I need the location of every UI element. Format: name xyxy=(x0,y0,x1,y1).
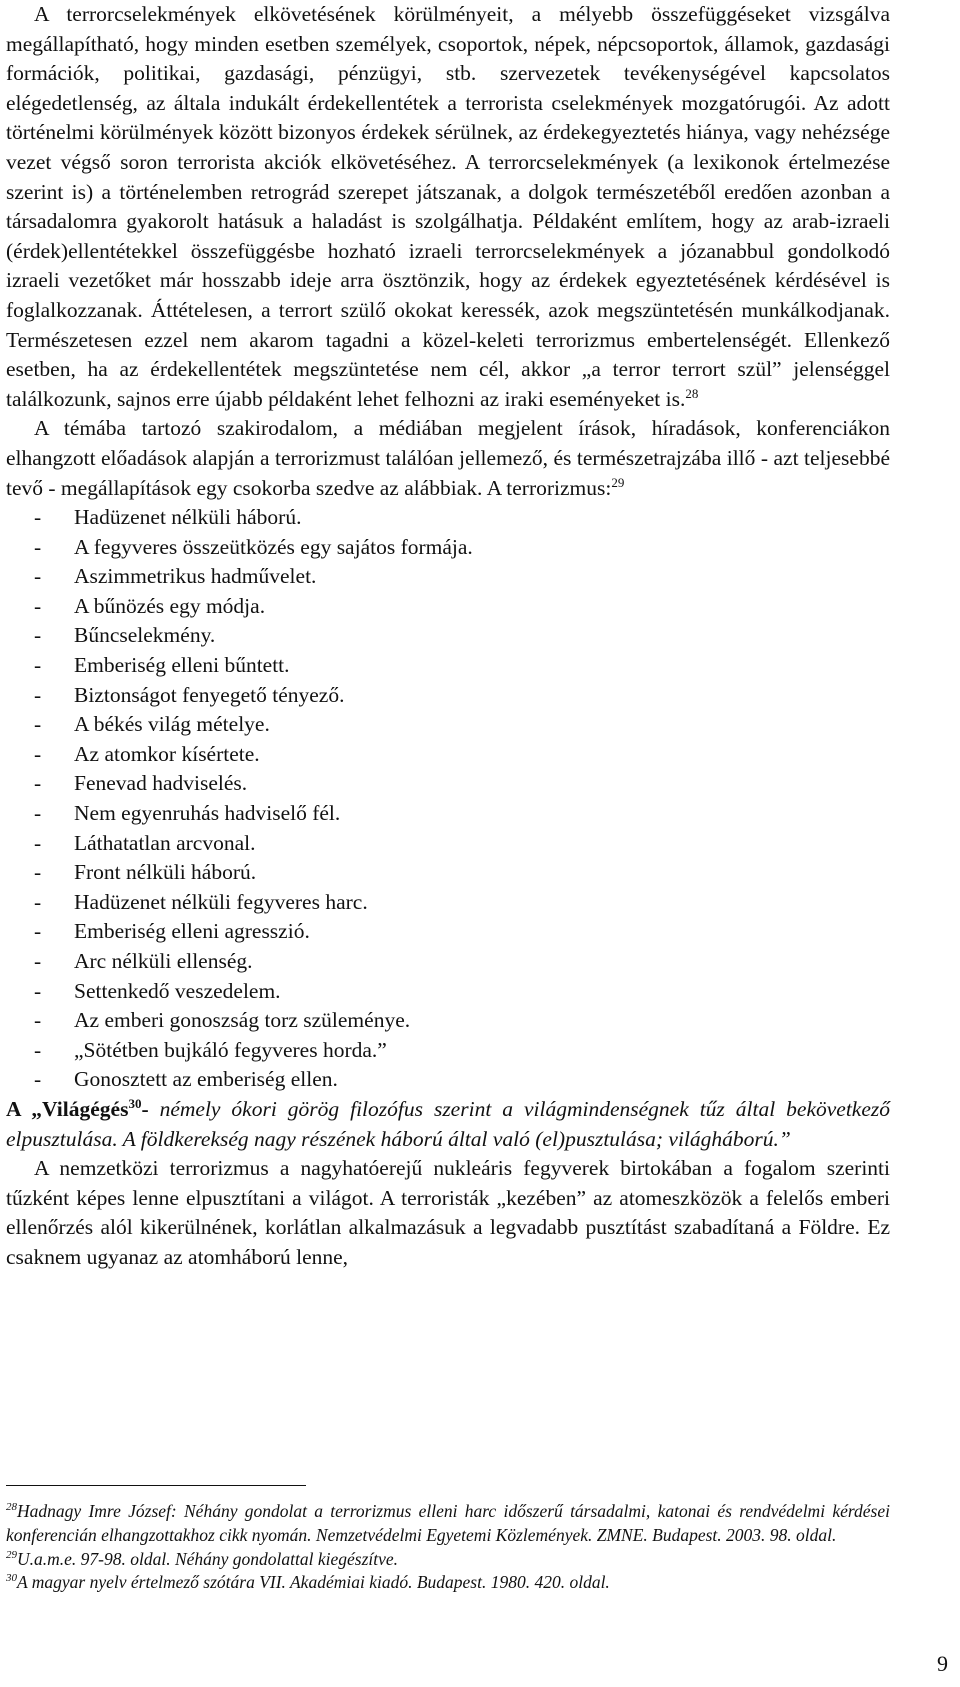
footnote-ref-28[interactable]: 28 xyxy=(685,385,699,401)
footnote-number: 28 xyxy=(6,1501,17,1514)
list-dash: - xyxy=(34,653,42,678)
definition-item xyxy=(6,888,890,918)
list-dash: - xyxy=(34,534,42,559)
definition-text: A fegyveres összeütközés egy sajátos formája. xyxy=(74,534,473,559)
definition-item xyxy=(6,740,890,770)
definition-text: Fenevad hadviselés. xyxy=(74,771,248,796)
definition-text: Bűncselekmény. xyxy=(74,623,216,648)
definition-text: Hadüzenet nélküli háború. xyxy=(74,505,302,530)
definition-text: Gonosztett az emberiség ellen. xyxy=(74,1067,338,1092)
definition-item xyxy=(6,681,890,711)
footnote-text: U.a.m.e. 97-98. oldal. Néhány gondolattal kiegészítve. xyxy=(17,1548,399,1569)
definition-item xyxy=(6,858,890,888)
definition-item xyxy=(6,651,890,681)
list-dash: - xyxy=(34,712,42,737)
list-dash: - xyxy=(34,593,42,618)
footnote-29 xyxy=(6,1548,890,1572)
footnote-number: 30 xyxy=(6,1572,17,1585)
footnote-ref-29[interactable]: 29 xyxy=(611,474,625,490)
definition-text: Hadüzenet nélküli fegyveres harc. xyxy=(74,889,368,914)
definition-item xyxy=(6,977,890,1007)
definition-text: Arc nélküli ellenség. xyxy=(74,949,253,973)
definition-text: A békés világ mételye. xyxy=(74,712,270,737)
list-dash: - xyxy=(34,949,42,973)
definition-item xyxy=(6,829,890,859)
paragraph-1 xyxy=(6,0,890,414)
definition-item xyxy=(6,592,890,622)
paragraph-2 xyxy=(6,414,890,503)
definition-text: Az atomkor kísértete. xyxy=(74,741,260,766)
list-dash: - xyxy=(34,889,42,914)
footnote-30 xyxy=(6,1571,890,1595)
page-body xyxy=(6,0,890,1273)
list-dash: - xyxy=(34,623,42,648)
vilageges-definition xyxy=(6,1095,890,1154)
paragraph-4: A nemzetközi terrorizmus a nagyhatóerejű nukleáris fegyverek birtokában a fogalom szerinti tűzként képes lenne elpusztítani a világot. A terroristák „kezében” az atomeszközök a felelős emberi ellenőrzés alól kikerülnének, korlátlan alkalmazásuk a legvadabb pusztítást szabadítaná a Földre. Ez csaknem ugyanaz az atomháború lenne, xyxy=(6,1156,890,1269)
footnote-ref-30[interactable]: 30 xyxy=(128,1095,142,1111)
paragraph-1-text: A terrorcselekmények elkövetésének körülményeit, a mélyebb összefüggéseket vizsgálva megállapítható, hogy minden esetben személyek, csoportok, népek, népcsoportok, államok, gazdasági formációk, politikai, gazdasági, pénzügyi, stb. szervezetek tevékenységével kapcsolatos elégedetlenség, az általa indukált érdekellentétek a terrorista cselekmények mozgatórugói. Az adott történelmi körülmények között bizonyos érdekek sérülnek, az érdekegyeztetés hiánya, vagy nehézsége vezet végső soron terrorista akciók elkövetéséhez. A terrorcselekmények (a lexikonok értelmezése szerint is) a történelemben retrográd szerepet játszanak, a dolgok természetéből eredően azonban a társadalomra gyakorolt hatásuk a haladást is szolgálhatja. Példaként említem, hogy az arab-izraeli (érdek)ellentétekkel összefüggésbe hozható izraeli terrorcselekmények a józanabbul gondolkodó izraeli vezetőket már hosszabb ideje arra ösztönzik, hogy az érdekek egyeztetésének kérdésével is foglalkozzanak. Áttételesen, a terrort szülő okokat keressék, azok megszüntetésén munkálkodjanak. Természetesen ezzel nem akarom tagadni a közel-keleti terrorizmus embertelenségét. Ellenkező esetben, ha az érdekellentétek megszüntetése nem cél, akkor „a terror terrort szül” jelenséggel találkozunk, sajnos erre újabb példaként lehet felhozni az iraki eseményeket is. xyxy=(6,2,890,411)
list-dash: - xyxy=(34,978,42,1003)
footnote-separator xyxy=(6,1485,306,1486)
vilageges-dash: - xyxy=(141,1096,160,1121)
footnotes xyxy=(6,1500,890,1595)
list-dash: - xyxy=(34,919,42,944)
definition-text: Aszimmetrikus hadművelet. xyxy=(74,564,317,589)
vilageges-term: A „Világégés xyxy=(6,1096,129,1121)
definition-item xyxy=(6,1065,890,1095)
page-number: 9 xyxy=(937,1651,948,1676)
list-dash: - xyxy=(34,682,42,707)
footnote-text: Hadnagy Imre József: Néhány gondolat a terrorizmus elleni harc időszerű társadalmi, katonai és rendvédelmi kérdései konferencián elhangzottakhoz cikk nyomán. Nemzetvédelmi Egyetemi Közlemények. ZMNE. Budapest. 2003. 98. oldal. xyxy=(6,1501,890,1545)
definition-item xyxy=(6,1006,890,1036)
definition-text: Front nélküli háború. xyxy=(74,860,257,885)
definition-list xyxy=(6,503,890,1095)
paragraph-2-text: A témába tartozó szakirodalom, a médiában megjelent írások, híradások, konferenciákon elhangzott előadások alapján a terrorizmust találóan jellemező, és természetrajzába illő - azt teljesebbé tevő - megállapítások egy csokorba szedve az alábbiak. A terrorizmus: xyxy=(6,416,890,500)
definition-text: „Sötétben bujkáló fegyveres horda.” xyxy=(74,1037,387,1062)
footnote-text: A magyar nyelv értelmező szótára VII. Akadémiai kiadó. Budapest. 1980. 420. oldal. xyxy=(17,1572,610,1593)
list-dash: - xyxy=(34,801,42,826)
definition-item xyxy=(6,503,890,533)
definition-item xyxy=(6,917,890,947)
definition-text: Láthatatlan arcvonal. xyxy=(74,830,256,855)
definition-item xyxy=(6,769,890,799)
list-dash: - xyxy=(34,1008,42,1033)
list-dash: - xyxy=(34,564,42,589)
definition-text: Emberiség elleni bűntett. xyxy=(74,653,290,678)
list-dash: - xyxy=(34,771,42,796)
definition-item xyxy=(6,621,890,651)
footnote-number: 29 xyxy=(6,1548,17,1561)
vilageges-text: némely ókori görög filozófus szerint a világmindenségnek tűz által bekövetkező elpusztulása. A földkerekség nagy részének háború által való (el)pusztulása; világháború.” xyxy=(6,1096,891,1151)
definition-text: Az emberi gonoszság torz szüleménye. xyxy=(74,1008,411,1033)
definition-text: Nem egyenruhás hadviselő fél. xyxy=(74,801,341,826)
definition-text: A bűnözés egy módja. xyxy=(74,593,266,618)
definition-text: Biztonságot fenyegető tényező. xyxy=(74,682,345,707)
definition-item xyxy=(6,947,890,977)
list-dash: - xyxy=(34,505,42,530)
list-dash: - xyxy=(34,830,42,855)
definition-item xyxy=(6,562,890,592)
definition-item xyxy=(6,799,890,829)
definition-text: Settenkedő veszedelem. xyxy=(74,978,281,1003)
list-dash: - xyxy=(34,741,42,766)
definition-item xyxy=(6,533,890,563)
list-dash: - xyxy=(34,1037,42,1062)
list-dash: - xyxy=(34,1067,42,1092)
definition-item xyxy=(6,710,890,740)
definition-item xyxy=(6,1036,890,1066)
list-dash: - xyxy=(34,860,42,885)
footnote-28 xyxy=(6,1500,890,1548)
definition-text: Emberiség elleni agresszió. xyxy=(74,919,310,944)
